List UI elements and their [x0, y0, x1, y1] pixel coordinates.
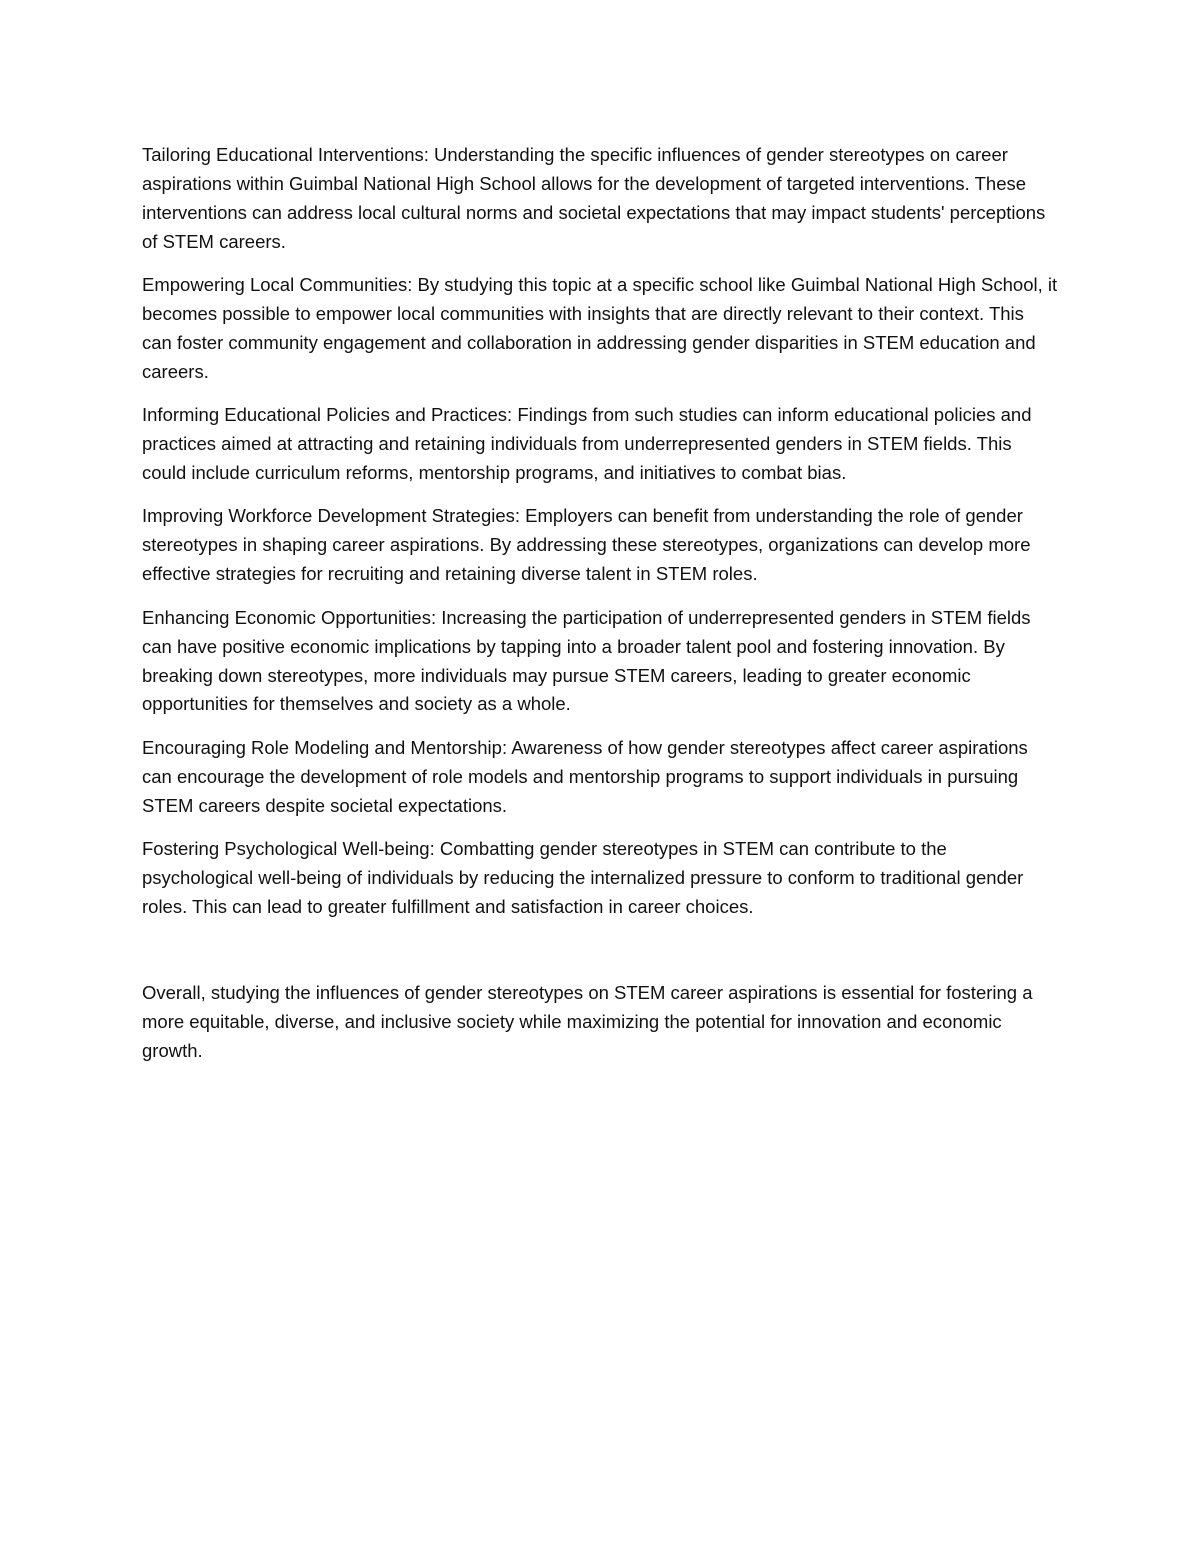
- document-body: [142, 141, 1058, 1080]
- paragraph-workforce-strategies: Improving Workforce Development Strategies: Employers can benefit from understanding the role of gender stereotypes in shaping career aspirations. By addressing these stereotypes, organizations can develop more effective strategies for recruiting and retaining diverse talent in STEM roles.: [142, 505, 1031, 585]
- paragraph-role-modeling: Encouraging Role Modeling and Mentorship: Awareness of how gender stereotypes affect career aspirations can encourage the development of role models and mentorship programs to support individuals in pursuing STEM careers despite societal expectations.: [142, 736, 1028, 816]
- paragraph-informing-policies: Informing Educational Policies and Practices: Findings from such studies can inform educational policies and practices aimed at attracting and retaining individuals from underrepresented genders in STEM fields. This could include curriculum reforms, mentorship programs, and initiatives to combat bias.: [142, 404, 1032, 484]
- paragraph-conclusion: Overall, studying the influences of gender stereotypes on STEM career aspirations is essential for fostering a more equitable, diverse, and inclusive society while maximizing the potential for innovation and economic growth.: [142, 982, 1033, 1062]
- paragraph-economic-opportunities: Enhancing Economic Opportunities: Increasing the participation of underrepresented genders in STEM fields can have positive economic implications by tapping into a broader talent pool and fostering innovation. By breaking down stereotypes, more individuals may pursue STEM careers, leading to greater economic opportunities for themselves and society as a whole.: [142, 606, 1031, 715]
- paragraph-empowering-communities: Empowering Local Communities: By studying this topic at a specific school like Guimbal National High School, it becomes possible to empower local communities with insights that are directly relevant to their context. This can foster community engagement and collaboration in addressing gender disparities in STEM education and careers.: [142, 274, 1058, 382]
- paragraph-tailoring-interventions: Tailoring Educational Interventions: Understanding the specific influences of gender stereotypes on career aspirations within Guimbal National High School allows for the development of targeted interventions. These interventions can address local cultural norms and societal expectations that may impact students' perceptions of STEM careers.: [142, 144, 1046, 252]
- blank-line: [142, 936, 1058, 979]
- paragraph-psychological-wellbeing: Fostering Psychological Well-being: Combatting gender stereotypes in STEM can contribute to the psychological well-being of individuals by reducing the internalized pressure to conform to traditional gender roles. This can lead to greater fulfillment and satisfaction in career choices.: [142, 838, 1024, 917]
